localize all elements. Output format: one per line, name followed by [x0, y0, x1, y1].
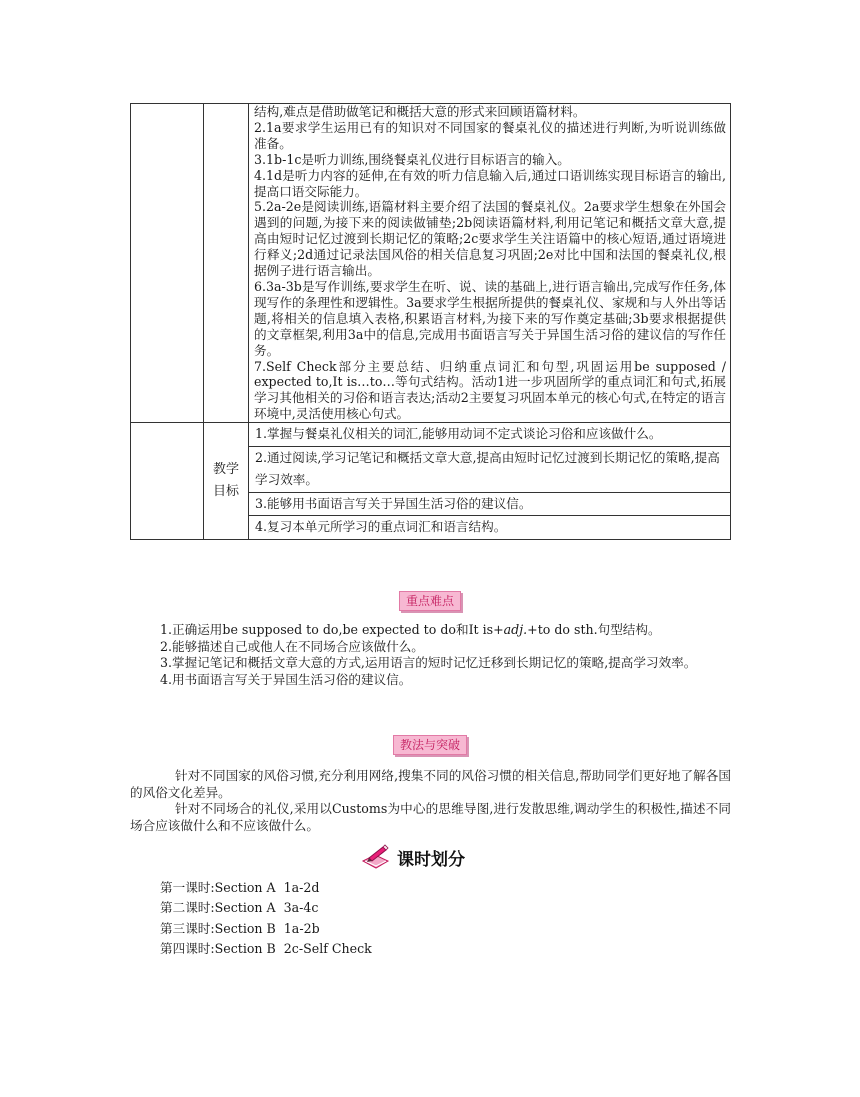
table-cell-empty: [131, 423, 204, 540]
schedule-item: 第一课时:Section A 1a-2d: [160, 880, 320, 895]
schedule-list: [160, 878, 372, 959]
schedule-item: 第三课时:Section B 1a-2b: [160, 920, 320, 936]
analysis-paragraph: 5.2a-2e是阅读训练,语篇材料主要介绍了法国的餐桌礼仪。2a要求学生想象在外国会遇到的问题,为接下来的阅读做铺垫;2b阅读语篇材料,利用记笔记和概括文章大意,提高由短时记忆过渡到长期记忆的策略;2c要求学生关注语篇中的核心短语,通过语境进行释义;2d通过记录法国风俗的相关信息复习巩固;2e对比中国和法国的餐桌礼仪,根据例子进行语言输出。: [254, 199, 726, 279]
goals-label-line: 教学: [212, 461, 239, 477]
methods-paragraph: 针对不同场合的礼仪,采用以Customs为中心的思维导图,进行发散思维,调动学生的积极性,描述不同场合应该做什么和不应该做什么。: [130, 801, 731, 833]
schedule-item: 第四课时:Section B 2c-Self Check: [160, 940, 372, 956]
analysis-paragraph: 2.1a要求学生运用已有的知识对不同国家的餐桌礼仪的描述进行判断,为听说训练做准备。: [254, 119, 726, 151]
goals-cell: [249, 423, 731, 540]
schedule-heading: [361, 843, 465, 871]
analysis-cell: [249, 104, 731, 423]
goals-label-line: 目标: [212, 483, 239, 499]
schedule-title: 课时划分: [397, 849, 465, 870]
key-point-item: 3.掌握记笔记和概括文章大意的方式,运用语言的短时记忆迁移到长期记忆的策略,提高学习效率。: [160, 655, 697, 670]
key-point-text: +to do sth.句型结构。: [527, 622, 661, 637]
schedule-item: 第二课时:Section A 3a-4c: [160, 900, 319, 916]
goal-item: 1.掌握与餐桌礼仪相关的词汇,能够用动词不定式谈论习俗和应该做什么。: [249, 423, 730, 447]
table-cell-empty: [131, 104, 204, 423]
key-point-item: 4.用书面语言写关于异国生活习俗的建议信。: [160, 671, 412, 687]
analysis-paragraph: 结构,难点是借助做笔记和概括大意的形式来回顾语篇材料。: [254, 104, 586, 119]
goal-item: 2.通过阅读,学习记笔记和概括文章大意,提高由短时记忆过渡到长期记忆的策略,提高学习效率。: [249, 447, 730, 493]
methods-tag: 教法与突破: [393, 735, 467, 755]
analysis-paragraph: 7.Self Check部分主要总结、归纳重点词汇和句型,巩固运用be supposed / expected to,It is…to…等句式结构。活动1进一步巩固所学的重点词汇和句式,拓展学习其他相关的习俗和语言表达;活动2主要复习巩固本单元的核心句式,在特定的语言环境中,灵活使用核心句式。: [254, 358, 726, 422]
key-point-text: 1.正确运用be supposed to do,be expected to do和It is+: [160, 622, 504, 637]
key-point-adj: adj.: [503, 622, 528, 637]
goal-item: 4.复习本单元所学习的重点词汇和语言结构。: [255, 519, 507, 535]
methods-paragraph: 针对不同国家的风俗习惯,充分利用网络,搜集不同的风俗习惯的相关信息,帮助同学们更好地了解各国的风俗文化差异。: [130, 768, 731, 800]
goal-item: 3.能够用书面语言写关于异国生活习俗的建议信。: [249, 493, 730, 517]
analysis-paragraph: 6.3a-3b是写作训练,要求学生在听、说、读的基础上,进行语言输出,完成写作任务,体现写作的条理性和逻辑性。3a要求学生根据所提供的餐桌礼仪、家规和与人外出等话题,将相关的信息填入表格,积累语言材料,为接下来的写作奠定基础;3b要求根据提供的文章框架,利用3a中的信息,完成用书面语言写关于异国生活习俗的建议信的写作任务。: [254, 278, 726, 358]
analysis-paragraph: 4.1d是听力内容的延伸,在有效的听力信息输入后,通过口语训练实现目标语言的输出,提高口语交际能力。: [254, 167, 726, 199]
pencil-book-icon: [361, 844, 391, 870]
key-point-item: [130, 622, 731, 639]
key-points-tag: 重点难点: [399, 591, 461, 611]
analysis-paragraph: 3.1b-1c是听力训练,围绕餐桌礼仪进行目标语言的输入。: [254, 151, 570, 167]
methods-text: [130, 768, 731, 834]
key-point-item: 2.能够描述自己或他人在不同场合应该做什么。: [160, 638, 424, 654]
goals-label: [204, 423, 249, 540]
table-cell-empty: [204, 104, 249, 423]
lesson-plan-table: [130, 103, 731, 540]
key-points-list: [130, 622, 731, 688]
